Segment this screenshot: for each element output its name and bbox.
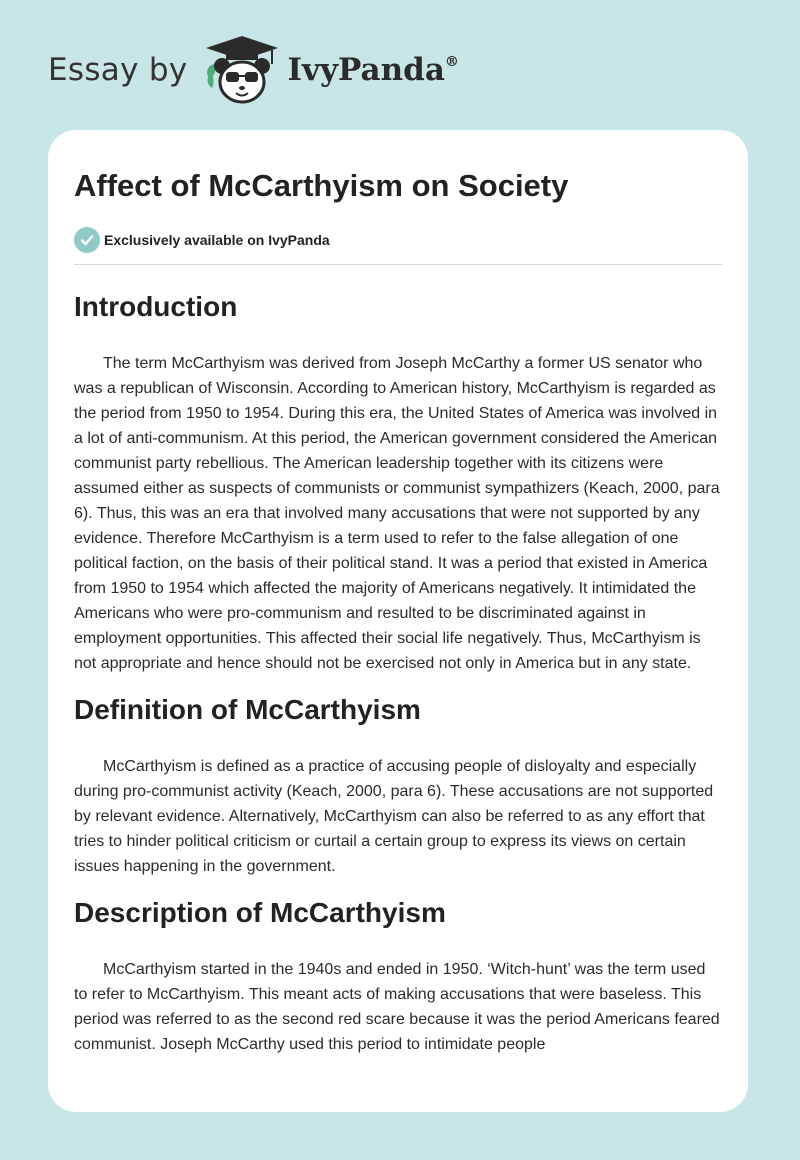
- section-paragraph: McCarthyism started in the 1940s and ended in 1950. ‘Witch-hunt’ was the term used to refer to McCarthyism. This meant acts of making accusations that were baseless. This period was referred to as the second red scare because it was the period Americans feared communist. Joseph McCarthy used this period to intimidate people: [74, 961, 720, 1053]
- exclusive-badge-label: Exclusively available on IvyPanda: [104, 232, 330, 248]
- section-heading: Definition of McCarthyism: [74, 694, 421, 725]
- panda-graduate-icon: [202, 30, 282, 110]
- section-paragraph: The term McCarthyism was derived from Joseph McCarthy a former US senator who was a republican of Wisconsin. According to American history, McCarthyism is regarded as the period from 1950 to 1954. During this era, the United States of America was involved in a lot of anti-communism. At this period, the American government considered the American communist party rebellious. The American leadership together with its citizens were assumed either as suspects of communists or communist sympathizers (Keach, 2000, para 6). Thus, this was an era that involved many accusations that were not supported by any evidence. Therefore McCarthyism is a term used to refer to the false allegation of one political faction, on the basis of their political stand. It was a period that existed in America from 1950 to 1954 which affected the majority of Americans negatively. It intimidated the Americans who were pro-communism and resulted to be discriminated against in employment opportunities. This affected their social life negatively. Thus, McCarthyism is not appropriate and hence should not be exercised not only in America but in any state.: [74, 355, 720, 672]
- section-introduction: [74, 291, 722, 676]
- exclusive-badge: [74, 226, 722, 254]
- section-paragraph: McCarthyism is defined as a practice of accusing people of disloyalty and especially during pro-communist activity (Keach, 2000, para 6). These accusations are not supported by relevant evidence. Alternatively, McCarthyism can also be referred to as any effort that tries to hinder political criticism or curtail a certain group to express its views on certain issues happening in the government.: [74, 758, 714, 875]
- brand-name[interactable]: IvyPanda®: [287, 52, 459, 88]
- section-heading: Introduction: [74, 291, 238, 322]
- site-header: [48, 30, 459, 110]
- check-icon: [74, 227, 100, 253]
- article-card: [48, 130, 748, 1112]
- section-description: [74, 897, 722, 1057]
- section-heading: Description of McCarthyism: [74, 897, 446, 928]
- divider: [74, 264, 722, 265]
- page-title: Affect of McCarthyism on Society: [74, 168, 569, 203]
- section-definition: [74, 694, 722, 879]
- essay-by-label: Essay by: [48, 52, 188, 88]
